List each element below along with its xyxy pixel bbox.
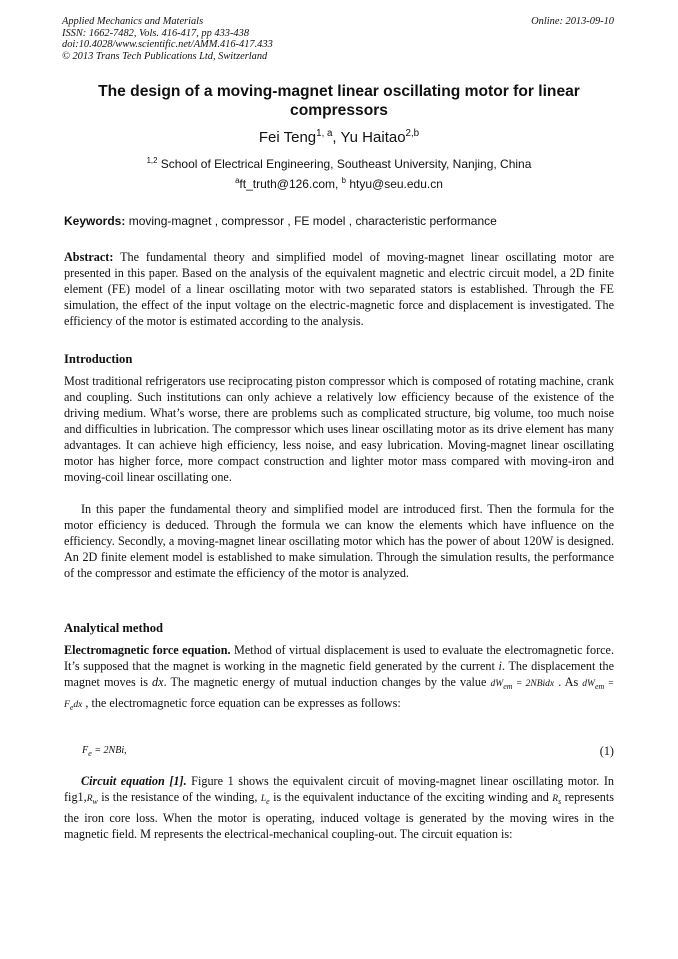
equation-1 [82,745,127,758]
ce-r1: R [86,794,93,804]
abstract-text: The fundamental theory and simplified model of moving-magnet linear oscillating motor are presented in this paper. Based on the analysis of the equivalent magnetic and electric circuit model, a 2D finite element (FE) model of a linear oscillating motor with two separated stators is established. Through the FE simulation, the effect of the input voltage on the electric-magnetic force and displacement is investigated. The efficiency of the motor is estimated according to the analysis. [64,250,614,328]
ce-label: Circuit equation [1]. [81,774,187,788]
ce-math-l [261,794,270,804]
email-a-sup: a [235,176,240,186]
introduction-heading: Introduction [64,352,133,366]
em-text-3: . The magnetic energy of mutual induction changes by the value [163,675,491,689]
em-math-1 [491,679,555,689]
author-1-sup: 1, a [316,128,333,140]
ce-r1-sub: w [92,796,98,806]
ce-l-sub: e [266,796,270,806]
author-1: Fei Teng [258,129,317,146]
ce-text-3: is the equivalent inductance of the exciting winding and [269,790,553,804]
authors [64,129,614,146]
eq-sub: e [88,749,92,758]
equation-1-number: (1) [599,744,614,758]
em-math-2-c: dx [73,699,83,710]
electromagnetic-force-paragraph [64,642,614,716]
issn: ISSN: 1662-7482, Vols. 416-417, pp 433-438 [62,27,250,39]
author-sep: , [332,129,341,146]
affiliation [64,157,614,171]
author-2: Yu Haitao [340,129,406,146]
em-math-1-a: dW [490,679,504,689]
circuit-equation-paragraph [64,773,614,842]
ce-l: L [260,794,267,804]
ce-r2-sub: s [558,796,562,806]
copyright: © 2013 Trans Tech Publications Ltd, Switzerland [62,50,268,62]
em-text-4: . As [554,675,583,689]
em-text-2: . The displacement the magnet moves is [64,659,614,689]
abstract [64,249,614,329]
email-a[interactable]: ft_truth@126.com, [239,177,342,191]
journal-name: Applied Mechanics and Materials [62,16,204,27]
email-b-sup: b [341,176,346,186]
em-math-2-b: = F [64,679,614,710]
em-math-2-sub2: e [69,702,74,712]
ce-text-1: Figure 1 shows the equivalent circuit of moving-magnet linear oscillating motor. In fig1, [64,774,614,804]
keywords-text: moving-magnet , compressor , FE model , characteristic performance [125,214,497,228]
eq-rhs: = 2NBi [91,745,125,756]
ce-math-r1 [87,794,98,804]
keywords [64,214,614,228]
em-math-1-sub: em [503,681,513,691]
emails [64,177,614,191]
em-math-2-sub: em [594,681,605,691]
ce-math-r2 [552,794,561,804]
em-math-2-a: dW [582,679,595,689]
abstract-label: Abstract: [64,250,114,264]
doi: doi:10.4028/www.scientific.net/AMM.416-417.433 [62,39,273,51]
author-2-sup: 2,b [405,128,420,140]
affiliation-sup: 1,2 [146,156,158,166]
ce-r2: R [552,794,559,804]
em-text-5: , the electromagnetic force equation can be expresses as follows: [82,695,401,710]
introduction-p1: Most traditional refrigerators use reciprocating piston compressor which is composed of rotating machine, crank and coupling. Such institutions can only achieve a relatively low efficiency because of the existence of the driving medium. What’s worse, there are problems such as complicated structure, big volume, too much noise and difficulties in lubrication. The compressor which uses linear oscillating motor as its drive element has many advantages. It can achieve high efficiency, less noise, and easy lubrication. Moving-magnet linear oscillating motor has higher force, more compact construction and lighter motor mass compared with moving-iron and moving-coil linear oscillating one. [64,374,614,484]
online-date: Online: 2013-09-10 [531,16,614,27]
em-label: Electromagnetic force equation. [64,643,231,657]
eq-tail: , [124,745,127,756]
em-var-i: i [498,659,502,673]
analytical-heading: Analytical method [64,621,163,635]
ce-text-4: represents the iron core loss. When the motor is operating, induced voltage is generated by the moving wires in the magnetic field. M represents the electrical-mechanical coupling-out. The circuit equation is: [64,790,614,841]
eq-lhs: F [82,745,89,756]
keywords-label: Keywords: [64,214,126,228]
affiliation-text: School of Electrical Engineering, Southeast University, Nanjing, China [157,157,532,171]
em-text-1: Method of virtual displacement is used to evaluate the electromagnetic force. It’s supposed that the magnet is working in the magnetic field generated by the current [64,643,615,673]
journal-meta [62,16,273,62]
introduction-p2: In this paper the fundamental theory and simplified model are introduced first. Then the formula for the motor efficiency is deduced. Through the formula we can know the elements which have influence on the efficiency. Secondly, a moving-magnet linear oscillating motor which has the power of about 120W is designed. An 2D finite element model is established to make simulation. Through the simulation results, the performance of the compressor and estimate the efficiency of the motor is analyzed. [64,502,614,580]
em-var-dx: dx [152,675,164,689]
email-b[interactable]: htyu@seu.edu.cn [346,177,443,191]
paper-title: The design of a moving-magnet linear oscillating motor for linear compressors [98,83,580,119]
em-math-1-b: = 2NBidx [512,679,555,689]
ce-text-2: is the resistance of the winding, [97,790,261,804]
